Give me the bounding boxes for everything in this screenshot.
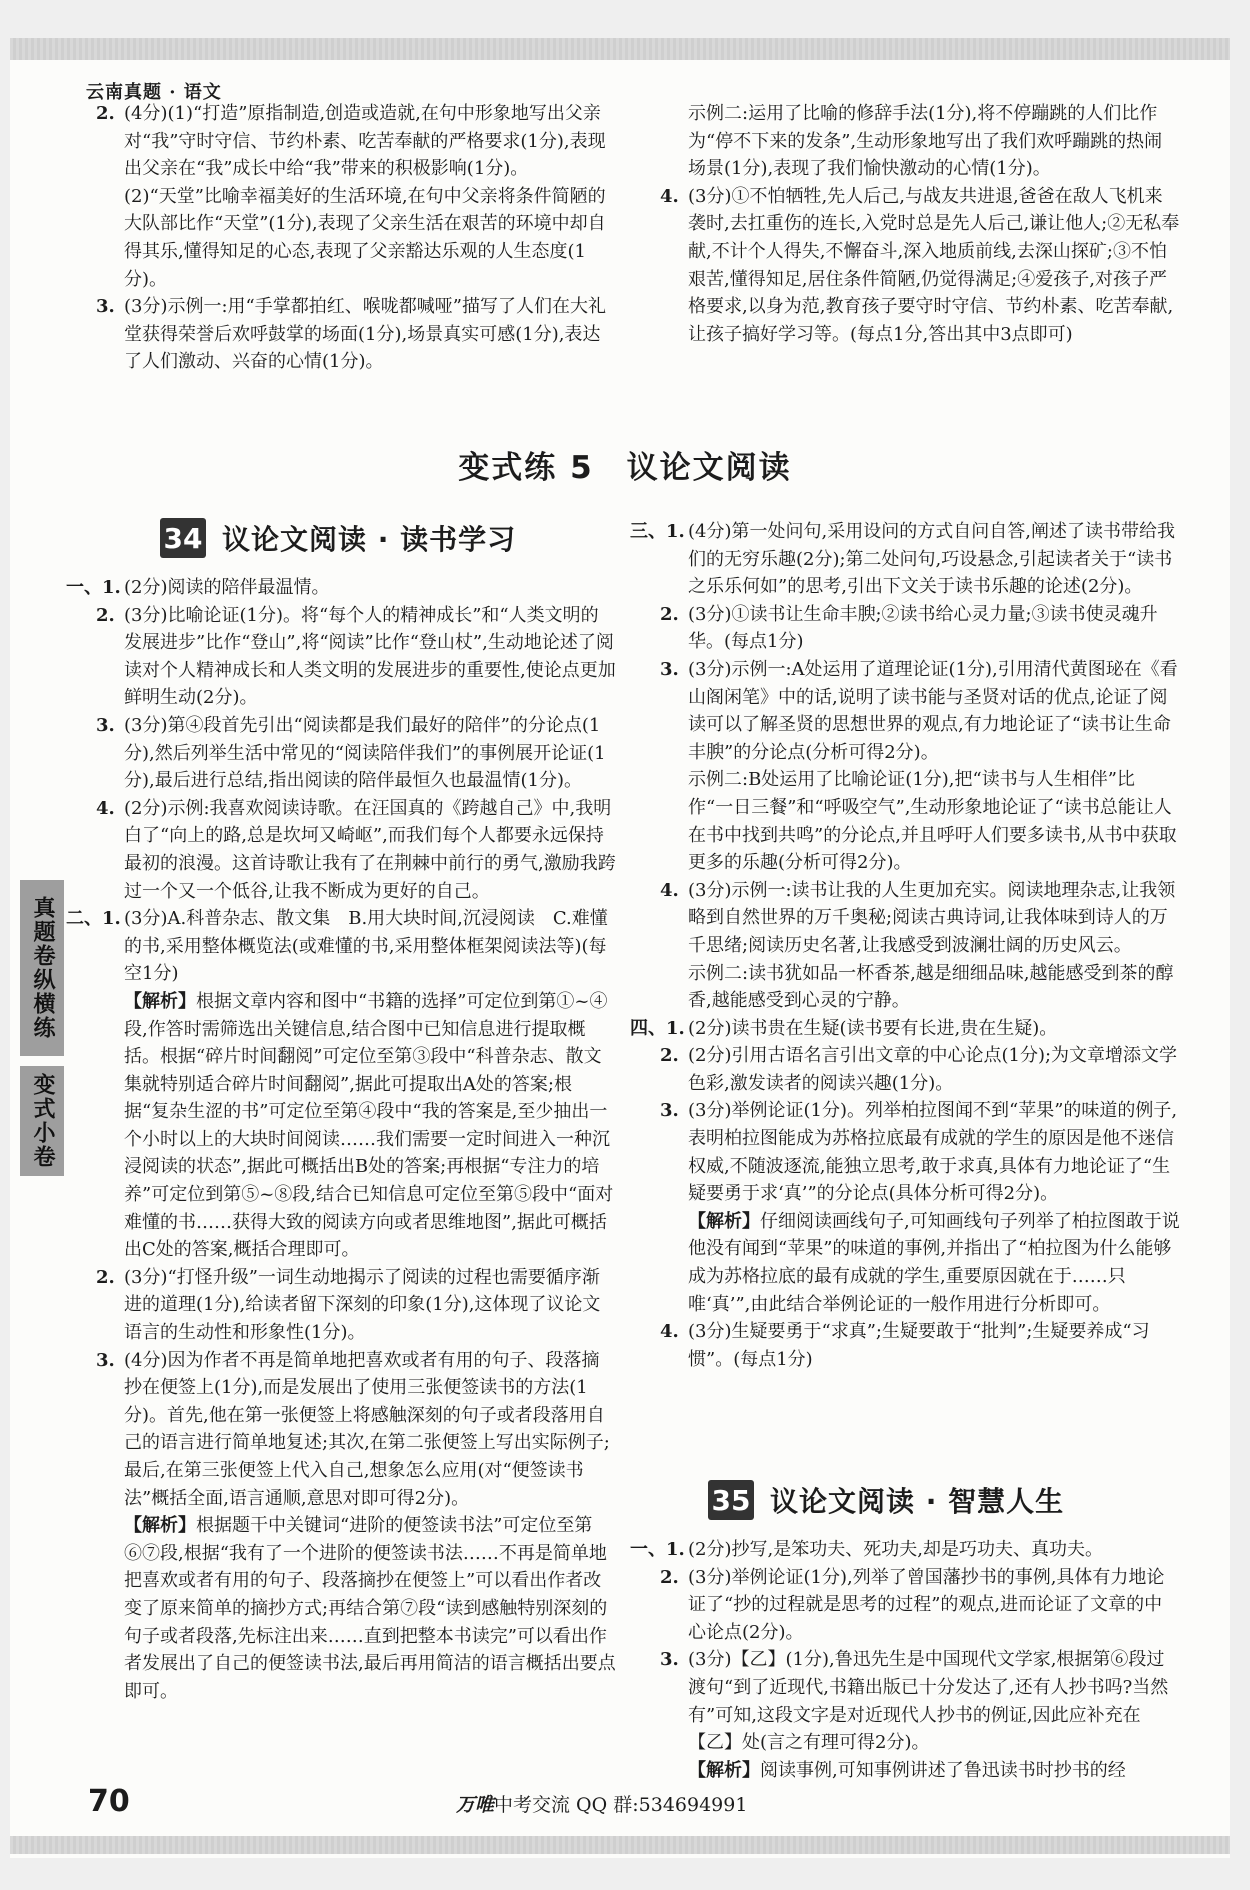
- answer-item: [66, 574, 616, 602]
- answer-item: [660, 1208, 1180, 1318]
- item-text: (3分)①不怕牺牲,先人后己,与战友共进退,爸爸在敌人飞机来袭时,去扛重伤的连长,入党时总是先人后己,谦让他人;②无私奉献,不计个人得失,不懈奋斗,深入地质前线,去深山探矿;③不怕艰苦,懂得知足,居住条件简陋,仍觉得满足;④爱孩子,对孩子严格要求,以身为范,教育孩子要守时守信、节约朴素、吃苦奉献,让孩子搞好学习等。(每点1分,答出其中3点即可): [688, 185, 1180, 345]
- answer-item: [630, 518, 1180, 601]
- item-text: (2分)阅读的陪伴最温情。: [124, 577, 330, 598]
- running-header: 云南真题 · 语文: [86, 82, 222, 103]
- item-text: 仔细阅读画线句子,可知画线句子列举了柏拉图敢于说他没有闻到“苹果”的味道的事例,并指出了“柏拉图为什么能够成为苏格拉底的最有成就的学生,重要原因就在于……只唯‘真’”,由此结合举例论证的一般作用进行分析即可。: [688, 1210, 1180, 1315]
- top-scan-band: [10, 38, 1230, 60]
- answer-item: [660, 1097, 1180, 1207]
- item-text: (3分)举例论证(1分)。列举柏拉图闻不到“苹果”的味道的例子,表明柏拉图能成为苏格拉底最有成就的学生的原因是他不迷信权威,不随波逐流,能独立思考,敢于求真,具体有力地论证了“生疑要勇于求‘真’”的分论点(具体分析可得2分)。: [688, 1100, 1178, 1205]
- item-number: 2.: [96, 1266, 115, 1288]
- analysis-label: 【解析】: [688, 1210, 760, 1232]
- item-text: 示例二:运用了比喻的修辞手法(1分),将不停蹦跳的人们比作为“停不下来的发条”,生动形象地写出了我们欢呼蹦跳的热闹场景(1分),表现了我们愉快激动的心情(1分)。: [688, 103, 1163, 180]
- section-34-heading: 议论文阅读 · 读书学习: [222, 523, 517, 556]
- item-number: 2.: [96, 604, 115, 626]
- side-tab-series: 真题卷纵横练: [20, 880, 64, 1056]
- item-text: 阅读事例,可知事例讲述了鲁迅读书时抄书的经: [760, 1759, 1126, 1781]
- analysis-label: 【解析】: [688, 1759, 760, 1781]
- item-number: 4.: [660, 879, 679, 901]
- answer-item: [660, 1042, 1180, 1097]
- item-text: 示例二:B处运用了比喻论证(1分),把“读书与人生相伴”比作“一日三餐”和“呼吸空气”,生动形象地论证了“读书总能让人在书中找到共鸣”的分论点,并且呼吁人们要多读书,从书中获取更多的乐趣(分析可得2分)。: [688, 769, 1177, 874]
- section-34-badge: 34: [160, 518, 206, 558]
- answer-item: [660, 1646, 1180, 1756]
- answer-item: [660, 766, 1180, 876]
- answer-item: [96, 795, 616, 905]
- answer-item: [96, 1512, 616, 1705]
- item-number: 3.: [96, 296, 115, 318]
- answer-item: [630, 1536, 1180, 1564]
- item-text: (3分)A.科普杂志、散文集 B.用大块时间,沉浸阅读 C.难懂的书,采用整体概览法(或难懂的书,采用整体框架阅读法等)(每空1分): [124, 908, 608, 985]
- answer-item: [660, 960, 1180, 1015]
- answer-item: [630, 1015, 1180, 1043]
- answer-item: [660, 656, 1180, 766]
- left-column: [66, 574, 616, 1705]
- answer-item: [660, 1564, 1180, 1647]
- section-34-title: [160, 518, 516, 558]
- answer-item: [96, 100, 616, 183]
- item-text: (3分)“打怪升级”一词生动地揭示了阅读的过程也需要循序渐进的道理(1分),给读者留下深刻的印象(1分),这体现了议论文语言的生动性和形象性(1分)。: [124, 1266, 601, 1344]
- item-number: 3.: [96, 1349, 115, 1371]
- item-text: 根据文章内容和图中“书籍的选择”可定位到第①~④段,作答时需筛选出关键信息,结合图中已知信息进行提取概括。根据“碎片时间翻阅”可定位至第③段中“科普杂志、散文集就特别适合碎片时间翻阅”,据此可提取出A处的答案;根据“复杂生涩的书”可定位至第④段中“我的答案是,至少抽出一个小时以上的大块时间阅读……我们需要一定时间进入一种沉浸阅读的状态”,据此可概括出B处的答案;再根据“专注力的培养”可定位到第⑤~⑧段,结合已知信息可定位至第⑤段中“面对难懂的书……获得大致的阅读方向或者思维地图”,据此可概括出C处的答案,概括合理即可。: [124, 990, 614, 1261]
- item-text: (2分)抄写,是笨功夫、死功夫,却是巧功夫、真功夫。: [688, 1539, 1103, 1560]
- footer-brand: 万唯: [456, 1794, 495, 1816]
- item-text: (3分)举例论证(1分),列举了曾国藩抄书的事例,具体有力地论证了“抄的过程就是思考的过程”的观点,进而论证了文章的中心论点(2分)。: [688, 1566, 1165, 1643]
- answer-item: [96, 293, 616, 376]
- item-number: 3.: [660, 658, 679, 680]
- item-number: 2.: [660, 1566, 679, 1588]
- item-text: 示例二:读书犹如品一杯香茶,越是细细品味,越能感受到茶的醇香,越能感受到心灵的宁静。: [688, 962, 1174, 1012]
- item-number: 4.: [660, 1321, 679, 1343]
- answer-item: [96, 183, 616, 293]
- footer-text: 中考交流 QQ 群:534694991: [494, 1794, 748, 1816]
- item-text: (4分)(1)“打造”原指制造,创造或造就,在句中形象地写出父亲对“我”守时守信、节约朴素、吃苦奉献的严格要求(1分),表现出父亲在“我”成长中给“我”带来的积极影响(1分)。: [124, 103, 606, 180]
- section-35-title: [708, 1480, 1064, 1520]
- answer-item: [660, 601, 1180, 656]
- item-text: (4分)因为作者不再是简单地把喜欢或者有用的句子、段落摘抄在便签上(1分),而是发展出了使用三张便签读书的方法(1分)。首先,他在第一张便签上将感触深刻的句子或者段落用自己的语言进行简单地复述;其次,在第二张便签上写出实际例子;最后,在第三张便签上代入自己,想象怎么应用(对“便签读书法”概括全面,语言通顺,意思对即可得2分)。: [124, 1349, 610, 1509]
- answer-item: [96, 712, 616, 795]
- item-text: (3分)示例一:读书让我的人生更加充实。阅读地理杂志,让我领略到自然世界的万千奥秘;阅读古典诗词,让我体味到诗人的万千思绪;阅读历史名著,让我感受到波澜壮阔的历史风云。: [688, 879, 1176, 956]
- item-text: (3分)比喻论证(1分)。将“每个人的精神成长”和“人类文明的发展进步”比作“登山”,将“阅读”比作“登山杖”,生动地论述了阅读对个人精神成长和人类文明的发展进步的重要性,使论点更加鲜明生动(2分)。: [124, 604, 616, 709]
- answer-item: [660, 183, 1180, 349]
- item-number: 三、1.: [630, 521, 685, 542]
- side-tab-variant: 变式小卷: [20, 1066, 64, 1176]
- answer-item: [96, 1347, 616, 1513]
- item-text: (2分)读书贵在生疑(读书要有长进,贵在生疑)。: [688, 1017, 1058, 1039]
- item-number: 3.: [96, 714, 115, 736]
- item-text: (3分)①读书让生命丰腴;②读书给心灵力量;③读书使灵魂升华。(每点1分): [688, 603, 1158, 653]
- answer-item: [96, 602, 616, 712]
- answer-item: [66, 905, 616, 988]
- item-number: 一、1.: [66, 577, 121, 598]
- answer-item: [660, 877, 1180, 960]
- item-number: 3.: [660, 1649, 679, 1671]
- top-left-column: [96, 100, 616, 376]
- item-text: (3分)第④段首先引出“阅读都是我们最好的陪伴”的分论点(1分),然后列举生活中常见的“阅读陪伴我们”的事例展开论证(1分),最后进行总结,指出阅读的陪伴最恒久也最温情(1分)。: [124, 714, 606, 792]
- item-number: 2.: [96, 103, 115, 124]
- analysis-label: 【解析】: [124, 1515, 196, 1537]
- answer-item: [660, 100, 1180, 183]
- item-number: 二、1.: [66, 908, 121, 930]
- item-number: 3.: [660, 1100, 679, 1122]
- answer-item: [96, 1264, 616, 1347]
- section-35-heading: 议论文阅读 · 智慧人生: [770, 1485, 1065, 1518]
- bottom-scan-band: [10, 1836, 1230, 1854]
- item-number: 4.: [96, 797, 115, 819]
- item-number: 2.: [660, 1045, 679, 1067]
- answer-item: [96, 988, 616, 1264]
- item-text: (3分)示例一:A处运用了道理论证(1分),引用清代黄图珌在《看山阁闲笔》中的话,说明了读书能与圣贤对话的优点,论证了阅读可以了解圣贤的思想世界的观点,有力地论证了“读书让生命丰腴”的分论点(分析可得2分)。: [688, 658, 1178, 763]
- item-text: 根据题干中关键词“进阶的便签读书法”可定位至第⑥⑦段,根据“我有了一个进阶的便签读书法……不再是简单地把喜欢或者有用的句子、段落摘抄在便签上”可以看出作者改变了原来简单的摘抄方式;再结合第⑦段“读到感触特别深刻的句子或者段落,先标注出来……直到把整本书读完”可以看出作者发展出了自己的便签读书法,最后再用简洁的语言概括出要点即可。: [124, 1515, 616, 1702]
- right-column: [630, 518, 1180, 1373]
- analysis-label: 【解析】: [124, 990, 196, 1012]
- answer-item: [660, 1318, 1180, 1373]
- page-number: 70: [88, 1784, 130, 1819]
- footer: [456, 1790, 747, 1817]
- item-text: (3分)【乙】(1分),鲁迅先生是中国现代文学家,根据第⑥段过渡句“到了近现代,书籍出版已十分发达了,还有人抄书吗?当然有”可知,这段文字是对近现代人抄书的例证,因此应补充在【乙】处(言之有理可得2分)。: [688, 1649, 1169, 1754]
- item-number: 四、1.: [630, 1017, 685, 1039]
- item-text: (3分)示例一:用“手掌都拍红、喉咙都喊哑”描写了人们在大礼堂获得荣誉后欢呼鼓掌的场面(1分),场景真实可感(1分),表达了人们激动、兴奋的心情(1分)。: [124, 296, 606, 373]
- right-column-lower: [630, 1536, 1180, 1784]
- section-banner: 变式练 5 议论文阅读: [458, 450, 792, 486]
- item-text: (2分)示例:我喜欢阅读诗歌。在汪国真的《跨越自己》中,我明白了“向上的路,总是坎坷又崎岖”,而我们每个人都要永远保持最初的浪漫。这首诗歌让我有了在荆棘中前行的勇气,激励我跨过一个又一个低谷,让我不断成为更好的自己。: [124, 797, 616, 902]
- item-text: (3分)生疑要勇于“求真”;生疑要敢于“批判”;生疑要养成“习惯”。(每点1分): [688, 1321, 1150, 1370]
- item-number: 4.: [660, 185, 679, 207]
- item-text: (4分)第一处问句,采用设问的方式自问自答,阐述了读书带给我们的无穷乐趣(2分);第二处问句,巧设悬念,引起读者关于“读书之乐乐何如”的思考,引出下文关于读书乐趣的论述(2分)。: [688, 521, 1175, 598]
- item-text: (2)“天堂”比喻幸福美好的生活环境,在句中父亲将条件简陋的大队部比作“天堂”(1分),表现了父亲生活在艰苦的环境中却自得其乐,懂得知足的心态,表现了父亲豁达乐观的人生态度(1分)。: [124, 185, 606, 290]
- section-35-badge: 35: [708, 1480, 754, 1520]
- answer-item: [660, 1757, 1180, 1785]
- item-number: 2.: [660, 603, 679, 625]
- item-number: 一、1.: [630, 1539, 685, 1560]
- top-right-column: [660, 100, 1180, 348]
- item-text: (2分)引用古语名言引出文章的中心论点(1分);为文章增添文学色彩,激发读者的阅读兴趣(1分)。: [688, 1045, 1178, 1094]
